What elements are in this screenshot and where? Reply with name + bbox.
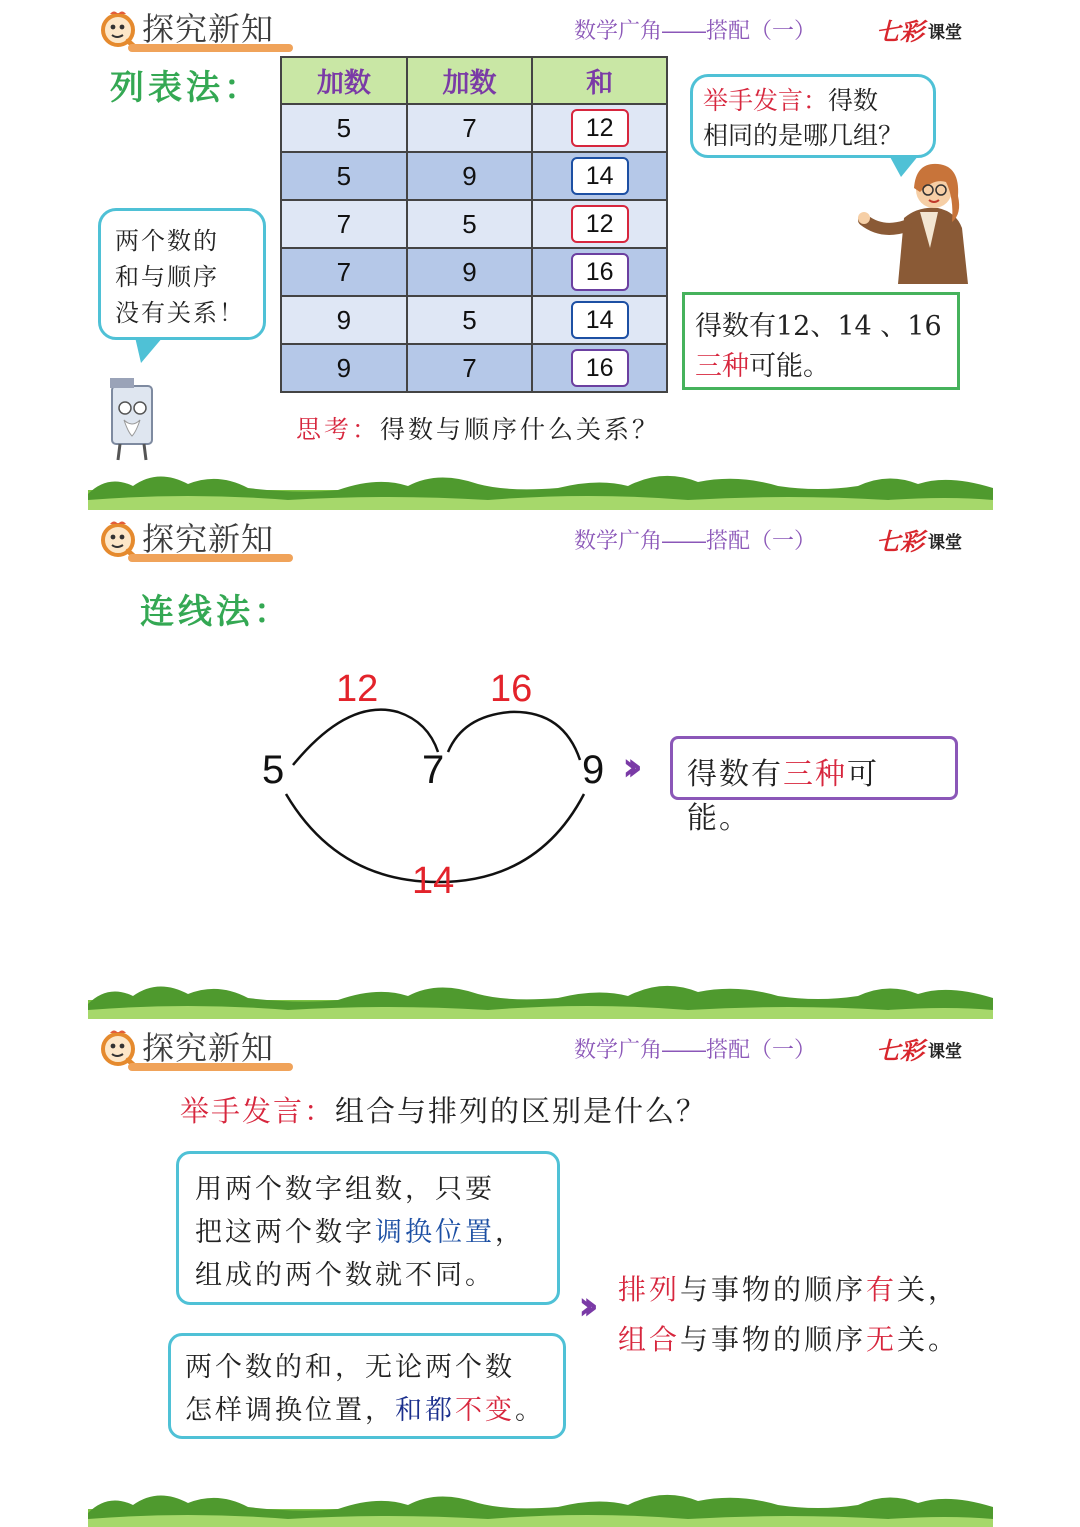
grass-decoration <box>88 974 993 1020</box>
sum-value-box: 16 <box>571 253 629 291</box>
question-prefix: 举手发言： <box>703 86 829 115</box>
explanation-line: 用两个数字组数，只要 <box>195 1174 495 1205</box>
sum-cell <box>532 296 667 344</box>
sum-table <box>280 56 668 392</box>
addend-cell: 7 <box>407 104 533 152</box>
number-5: 5 <box>262 748 285 792</box>
explanation-text: 把这两个数字 <box>195 1217 375 1248</box>
explanation-highlight: 和都 <box>395 1395 455 1426</box>
result-line2: 可能。 <box>749 351 830 382</box>
addend-cell: 9 <box>407 152 533 200</box>
explanation-text: 怎样调换位置， <box>185 1395 395 1426</box>
logo-brand-text: 七彩 <box>876 20 924 46</box>
grass-decoration <box>88 464 993 510</box>
question-text: 组合与排列的区别是什么？ <box>335 1094 708 1128</box>
conclusion-term: 排列 <box>618 1273 681 1306</box>
sum-cell <box>532 104 667 152</box>
sum-cell <box>532 248 667 296</box>
addend-cell: 5 <box>281 152 407 200</box>
book-mascot-illustration <box>98 374 168 464</box>
explanation-text: ， <box>495 1217 525 1248</box>
brand-logo <box>876 1031 971 1065</box>
sum-value-box: 14 <box>571 157 629 195</box>
sum-table-grid <box>280 56 668 393</box>
sum-value-box: 12 <box>571 205 629 243</box>
logo-word-text: 课堂 <box>928 23 962 42</box>
logo-brand-text: 七彩 <box>876 1039 924 1065</box>
conclusion-highlight: 有 <box>866 1273 898 1306</box>
addend-cell: 7 <box>407 344 533 392</box>
conclusion-text-part: 与事物的顺序 <box>680 1273 867 1306</box>
question-speech-bubble <box>690 74 936 158</box>
result-box-three-sums <box>682 292 960 390</box>
table-row <box>281 152 667 200</box>
conclusion-text-part: 与事物的顺序 <box>680 1323 867 1356</box>
arc-5-7 <box>293 710 438 765</box>
slide-permutation-vs-combination <box>88 1019 993 1527</box>
double-chevron-icon: ›› <box>578 1283 587 1329</box>
result-text-after: 可能。 <box>687 757 879 836</box>
think-prefix: 思考： <box>296 415 381 444</box>
slide-table-method <box>88 0 993 510</box>
conclusion-text <box>618 1265 959 1365</box>
addend-cell: 5 <box>281 104 407 152</box>
logo-word-text: 课堂 <box>928 533 962 552</box>
explanation-highlight: 不变 <box>455 1395 515 1426</box>
section-title: 探究新知 <box>142 521 275 557</box>
conclusion-highlight: 无 <box>866 1323 898 1356</box>
sum-label-14: 14 <box>412 860 455 902</box>
lesson-subtitle: 数学广角——搭配（一） <box>574 528 817 553</box>
question-text-line1: 得数 <box>828 86 879 115</box>
sum-label-12: 12 <box>336 668 379 710</box>
sum-value-box: 14 <box>571 301 629 339</box>
permutation-explanation-box <box>176 1151 560 1305</box>
conclusion-text-part: 关， <box>897 1273 960 1306</box>
sum-value-box: 12 <box>571 109 629 147</box>
number-9: 9 <box>582 748 605 792</box>
discussion-question <box>180 1089 707 1130</box>
explanation-line: 组成的两个数就不同。 <box>195 1260 495 1291</box>
table-row <box>281 104 667 152</box>
lesson-subtitle: 数学广角——搭配（一） <box>574 1037 817 1062</box>
addend-cell: 9 <box>281 296 407 344</box>
conclusion-term: 组合 <box>618 1323 681 1356</box>
combination-explanation-box <box>168 1333 566 1439</box>
result-text-before: 得数有 <box>687 757 783 792</box>
addend-cell: 5 <box>407 296 533 344</box>
result-box-three-possibilities <box>670 736 958 836</box>
table-row <box>281 248 667 296</box>
double-chevron-icon: ›› <box>622 744 631 790</box>
hint-line: 没有关系！ <box>115 299 245 327</box>
addend-cell: 9 <box>407 248 533 296</box>
column-header: 加数 <box>407 57 533 104</box>
conclusion-text-part: 关。 <box>897 1323 960 1356</box>
table-header-row <box>281 57 667 104</box>
table-row <box>281 296 667 344</box>
sum-cell <box>532 200 667 248</box>
addend-cell: 7 <box>281 200 407 248</box>
sum-cell <box>532 152 667 200</box>
teacher-illustration <box>858 148 988 284</box>
addend-cell: 7 <box>281 248 407 296</box>
addend-cell: 9 <box>281 344 407 392</box>
hint-speech-bubble <box>98 208 266 340</box>
result-highlight: 三种 <box>695 351 749 382</box>
explanation-line: 两个数的和，无论两个数 <box>185 1352 515 1383</box>
think-text: 得数与顺序什么关系？ <box>380 415 661 444</box>
result-line1: 得数有12、14 、16 <box>695 311 942 342</box>
addend-cell: 5 <box>407 200 533 248</box>
brand-logo <box>876 12 971 46</box>
logo-word-text: 课堂 <box>928 1042 962 1061</box>
sum-cell <box>532 344 667 392</box>
hint-line: 和与顺序 <box>115 263 219 291</box>
explanation-text: 。 <box>515 1395 545 1426</box>
hint-line: 两个数的 <box>115 227 219 255</box>
bubble-tail <box>135 337 163 363</box>
question-text-line2: 相同的是哪几组？ <box>703 121 904 150</box>
think-prompt <box>296 410 660 446</box>
table-row <box>281 200 667 248</box>
explanation-highlight: 调换位置 <box>375 1217 495 1248</box>
method-title-lines: 连线法： <box>140 592 292 632</box>
question-prefix: 举手发言： <box>180 1094 336 1128</box>
result-highlight: 三种 <box>783 757 847 792</box>
section-title: 探究新知 <box>142 1030 275 1066</box>
section-title: 探究新知 <box>142 11 275 47</box>
method-title-table: 列表法： <box>110 68 262 108</box>
number-7: 7 <box>422 748 445 792</box>
table-row <box>281 344 667 392</box>
slide-line-method <box>88 510 993 1020</box>
logo-brand-text: 七彩 <box>876 530 924 556</box>
sum-value-box: 16 <box>571 349 629 387</box>
column-header: 加数 <box>281 57 407 104</box>
lesson-subtitle: 数学广角——搭配（一） <box>574 18 817 43</box>
sum-label-16: 16 <box>490 668 533 710</box>
arc-7-9 <box>448 712 580 760</box>
column-header: 和 <box>532 57 667 104</box>
brand-logo <box>876 522 971 556</box>
grass-decoration <box>88 1483 993 1527</box>
